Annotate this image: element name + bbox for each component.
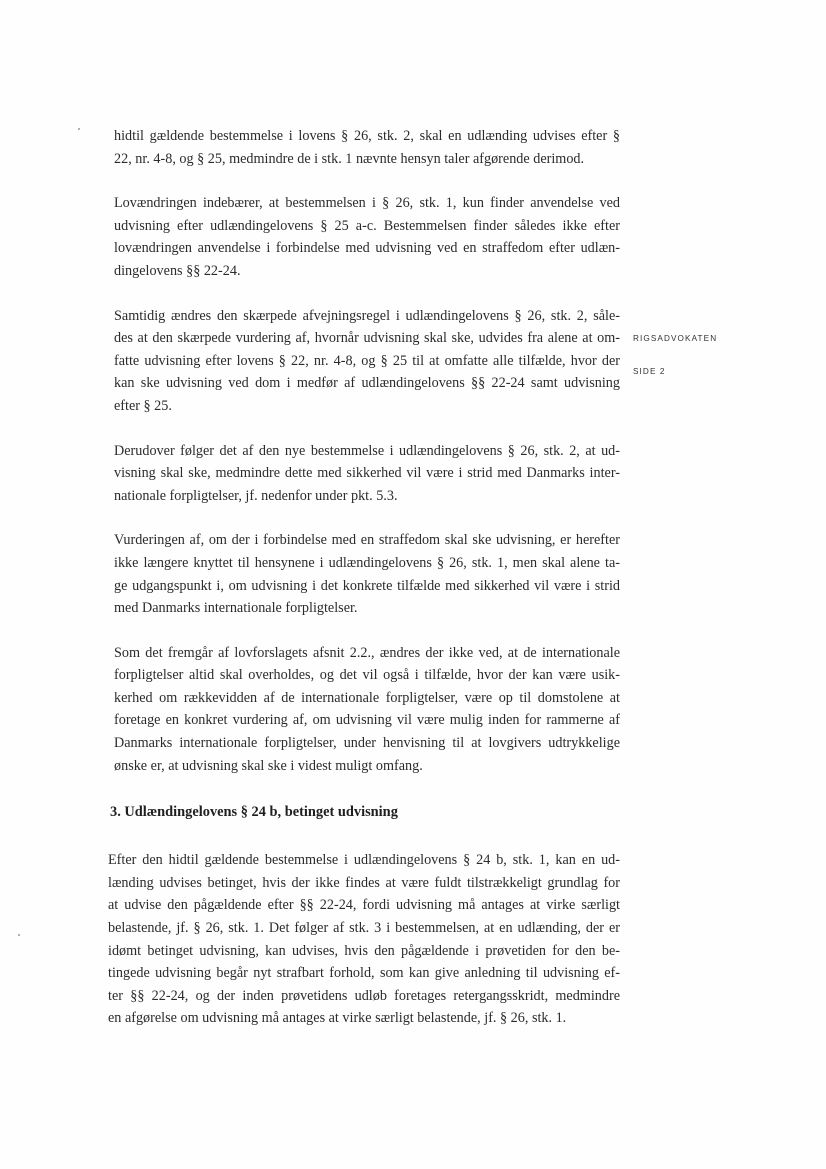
section-heading: 3. Udlændingelovens § 24 b, betinget udvisning <box>110 804 398 821</box>
paragraph-2 <box>114 192 620 282</box>
text-line: kerhed om rækkevidden af de internationale forpligtelser, være op til domstolene at <box>114 689 620 706</box>
text-line: Derudover følger det af den nye bestemmelse i udlændingelovens § 26, stk. 2, at ud- <box>114 442 620 459</box>
text-line: belastende, jf. § 26, stk. 1. Det følger af stk. 3 i bestemmelsen, at en udlænding, der er <box>108 920 620 937</box>
text-line: ge udgangspunkt i, om udvisning i det konkrete tilfælde med sikkerhed vil være i strid <box>114 577 620 594</box>
text-line: Lovændringen indebærer, at bestemmelsen i § 26, stk. 1, kun finder anvendelse ved <box>114 195 620 212</box>
text-line: kan ske udvisning ved dom i medfør af udlændingelovens §§ 22-24 samt udvisning <box>114 375 620 392</box>
text-line: visning skal ske, medmindre dette med sikkerhed vil være i strid med Danmarks inter- <box>114 465 620 482</box>
text-line: idømt betinget udvisning, kan udvises, hvis den pågældende i prøvetiden for den be- <box>108 942 620 959</box>
text-line: Samtidig ændres den skærpede afvejningsregel i udlændingelovens § 26, stk. 2, såle- <box>114 307 620 324</box>
paragraph-3 <box>114 305 620 418</box>
section-paragraph <box>108 849 620 1030</box>
text-line: fatte udvisning efter lovens § 22, nr. 4-8, og § 25 til at omfatte alle tilfælde, hvor der <box>114 352 620 369</box>
page-number-label: SIDE 2 <box>633 367 666 376</box>
text-line: foretage en konkret vurdering af, om udvisning vil være mulig inden for rammerne af <box>114 712 620 729</box>
text-line: Danmarks internationale forpligtelser, under henvisning til at lovgivers udtrykkelige <box>114 735 620 752</box>
organization-label: RIGSADVOKATEN <box>633 334 718 343</box>
text-line: efter § 25. <box>114 397 172 414</box>
paragraph-1 <box>114 125 620 170</box>
text-line: hidtil gældende bestemmelse i lovens § 26, stk. 2, skal en udlænding udvises efter § <box>114 128 620 144</box>
text-line: ter §§ 22-24, og der inden prøvetidens udløb foretages retergangsskridt, medmindre <box>108 987 620 1004</box>
text-line: lovændringen anvendelse i forbindelse med udvisning ved en straffedom efter udlæn- <box>114 240 620 257</box>
scan-speck <box>78 128 80 130</box>
text-line: med Danmarks internationale forpligtelser. <box>114 600 358 617</box>
text-line: 22, nr. 4-8, og § 25, medmindre de i stk. 1 nævnte hensyn taler afgørende derimod. <box>114 150 585 167</box>
body-text <box>108 125 620 1030</box>
sidebar-header <box>633 334 717 376</box>
text-line: dingelovens §§ 22-24. <box>114 262 241 279</box>
text-line: udvisning efter udlændingelovens § 25 a-c. Bestemmelsen finder således ikke efter <box>114 217 620 234</box>
scan-speck <box>18 934 20 936</box>
text-line: en afgørelse om udvisning må antages at virke særligt belastende, jf. § 26, stk. 1. <box>108 1010 567 1027</box>
text-line: des at den skærpede vurdering af, hvornår udvisning skal ske, udvides fra alene at om- <box>114 330 620 347</box>
text-line: ikke længere knyttet til hensynene i udlændingelovens § 26, stk. 1, men skal alene ta- <box>114 554 620 571</box>
text-line: Som det fremgår af lovforslagets afsnit 2.2., ændres der ikke ved, at de internationale <box>114 644 620 661</box>
paragraph-4 <box>114 440 620 508</box>
text-line: ønske er, at udvisning skal ske i videst muligt omfang. <box>114 757 423 774</box>
paragraph-5 <box>114 529 620 619</box>
text-line: nationale forpligtelser, jf. nedenfor under pkt. 5.3. <box>114 487 398 504</box>
text-line: Efter den hidtil gældende bestemmelse i udlændingelovens § 24 b, stk. 1, kan en ud- <box>108 852 620 869</box>
text-line: tingede udvisning begår nyt strafbart forhold, som kan give anledning til udvisning ef- <box>108 965 620 982</box>
text-line: Vurderingen af, om der i forbindelse med en straffedom skal ske udvisning, er herefter <box>114 532 620 549</box>
text-line: forpligtelser altid skal overholdes, og det vil også i tilfælde, hvor der kan være usik- <box>114 667 620 684</box>
text-line: lænding udvises betinget, hvis der ikke findes at være fuldt tilstrækkeligt grundlag for <box>108 874 620 891</box>
text-line: at udvise den pågældende efter §§ 22-24, fordi udvisning må antages at virke særligt <box>108 897 620 914</box>
paragraph-6 <box>114 642 620 778</box>
